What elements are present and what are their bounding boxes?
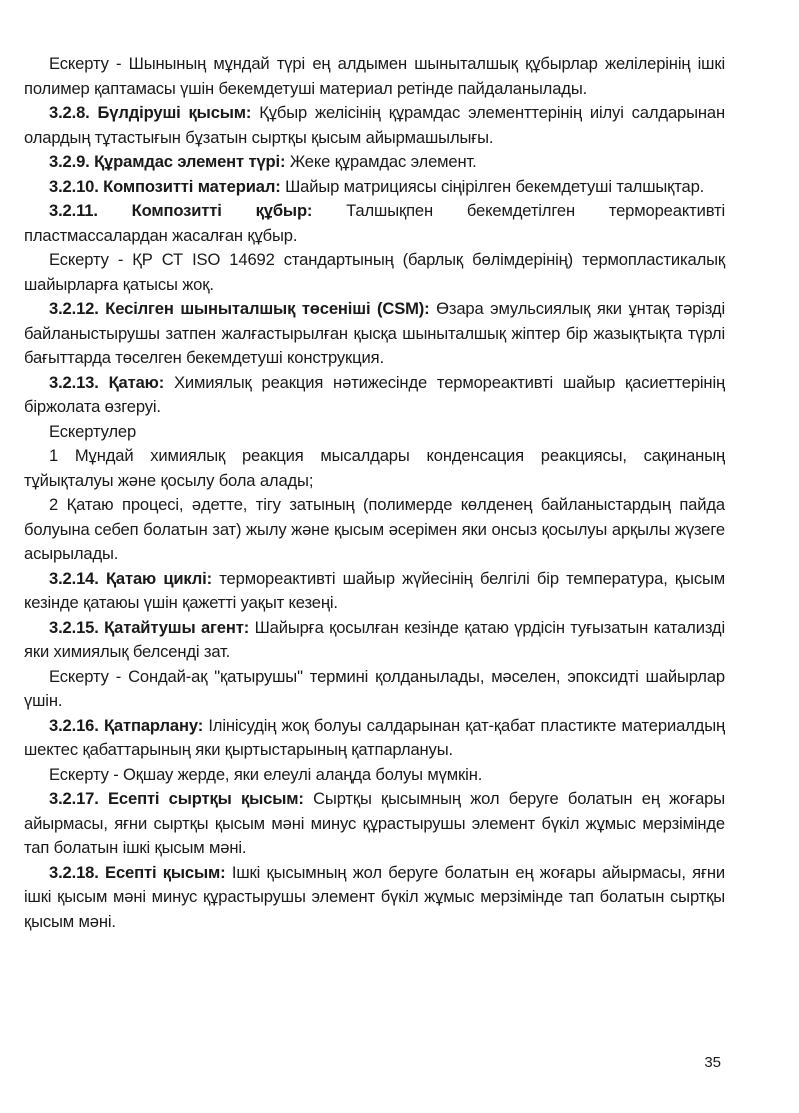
paragraph-text: Ішкі қысымның жол беруге болатын ең жоғары айырмасы, яғни ішкі қысым мәні минус құрастырушы элемент бүкіл жұмыс мерзімінде тап болатын сыртқы қысым мәні. [24, 862, 726, 931]
paragraph-text: Ескерту - Шынының мұндай түрі ең алдымен шыныталшық құбырлар желілерінің ішкі полимер қаптамасы үшін бекемдетуші материал ретінде пайдаланылады. [24, 54, 725, 98]
term-label: 3.2.8. Бүлдіруші қысым: [49, 103, 252, 122]
paragraph-text: Ескертулер [49, 421, 137, 441]
paragraph-text: 1 Мұндай химиялық реакция мысалдары конденсация реакциясы, сақинаның тұйықталуы және қосылу бола алады; [24, 446, 725, 490]
note-paragraph [24, 665, 725, 714]
paragraph-text: Өзара эмульсиялық яки ұнтақ тәрізді байланыстырушы затпен жалғастырылған қысқа шыныталшық жіптер бір жазықтықта түрлі бағыттарда төселген бекемдетуші конструкция. [24, 299, 725, 367]
paragraph-text: термореактивті шайыр жүйесінің белгілі бір температура, қысым кезінде қатаюы үшін қажетті уақыт кезеңі. [24, 568, 725, 612]
term-label: 3.2.16. Қатпарлану: [49, 715, 204, 735]
paragraph-text: Талшықпен бекемдетілген термореактивті пластмассалардан жасалған құбыр. [24, 201, 725, 245]
term-label: 3.2.12. Кесілген шыныталшық төсеніші (CSM): [49, 299, 430, 318]
page-number: 35 [704, 1054, 721, 1071]
paragraph-text: Ескерту - Сондай-ақ "қатырушы" термині қолданылады, мәселен, эпоксидті шайырлар үшін. [24, 666, 725, 710]
note-item [24, 444, 725, 493]
term-label: 3.2.10. Композитті материал: [49, 176, 281, 196]
definition-paragraph [24, 150, 725, 175]
term-label: 3.2.13. Қатаю: [49, 372, 165, 392]
paragraph-text: 2 Қатаю процесі, әдетте, тігу затының (полимерде көлденең байланыстардың пайда болуына себеп болатын зат) жылу және қысым әсерімен яки онсыз қосылуы арқылы жүзеге асырылады. [24, 495, 725, 563]
definition-paragraph [24, 297, 725, 371]
note-paragraph [24, 248, 725, 297]
term-label: 3.2.11. Композитті құбыр: [49, 201, 313, 220]
definition-paragraph [24, 714, 725, 763]
paragraph-text: Ілінісудің жоқ болуы салдарынан қат-қабат пластикте материалдың шектес қабаттарының яки қыртыстарының қатпарлануы. [24, 715, 726, 759]
paragraph-text: Ескерту - ҚР СТ ISO 14692 стандартының (барлық бөлімдерінің) термопластикалық шайырларға қатысы жоқ. [24, 250, 725, 294]
paragraph-text: Жеке құрамдас элемент. [285, 152, 477, 171]
term-label: 3.2.18. Есепті қысым: [49, 862, 226, 882]
definition-paragraph [24, 616, 725, 665]
definition-paragraph [24, 199, 725, 248]
term-label: 3.2.15. Қатайтушы агент: [49, 617, 250, 637]
term-label: 3.2.9. Құрамдас элемент түрі: [49, 152, 286, 171]
paragraph-text: Құбыр желісінің құрамдас элементтерінің иілуі салдарынан олардың тұтастығын бұзатын сыртқы қысым айырмашылығы. [24, 103, 725, 147]
definition-paragraph [24, 371, 725, 420]
paragraph-text: Шайырға қосылған кезінде қатаю үрдісін туғызатын катализді яки химиялық белсенді зат. [24, 617, 725, 661]
definition-paragraph [24, 101, 725, 150]
note-paragraph [24, 763, 725, 788]
definition-paragraph [24, 861, 725, 935]
definition-paragraph [24, 787, 725, 861]
paragraph-text: Шайыр матрициясы сіңірілген бекемдетуші талшықтар. [280, 176, 705, 196]
definition-paragraph [24, 567, 725, 616]
paragraph-text: Сыртқы қысымның жол беруге болатын ең жоғары айырмасы, яғни сыртқы қысым мәні минус құрастырушы элемент бүкіл жұмыс мерзімінде тап болатын ішкі қысым мәні. [24, 789, 725, 857]
definition-paragraph [24, 175, 725, 200]
document-body [24, 52, 725, 934]
paragraph-text: Химиялық реакция нәтижесінде термореактивті шайыр қасиеттерінің біржолата өзгеруі. [24, 372, 725, 416]
note-paragraph [24, 52, 725, 101]
notes-heading [24, 420, 725, 445]
term-label: 3.2.14. Қатаю циклі: [49, 568, 213, 588]
paragraph-text: Ескерту - Оқшау жерде, яки елеулі алаңда болуы мүмкін. [49, 764, 483, 784]
term-label: 3.2.17. Есепті сыртқы қысым: [49, 789, 304, 808]
note-item [24, 493, 725, 567]
